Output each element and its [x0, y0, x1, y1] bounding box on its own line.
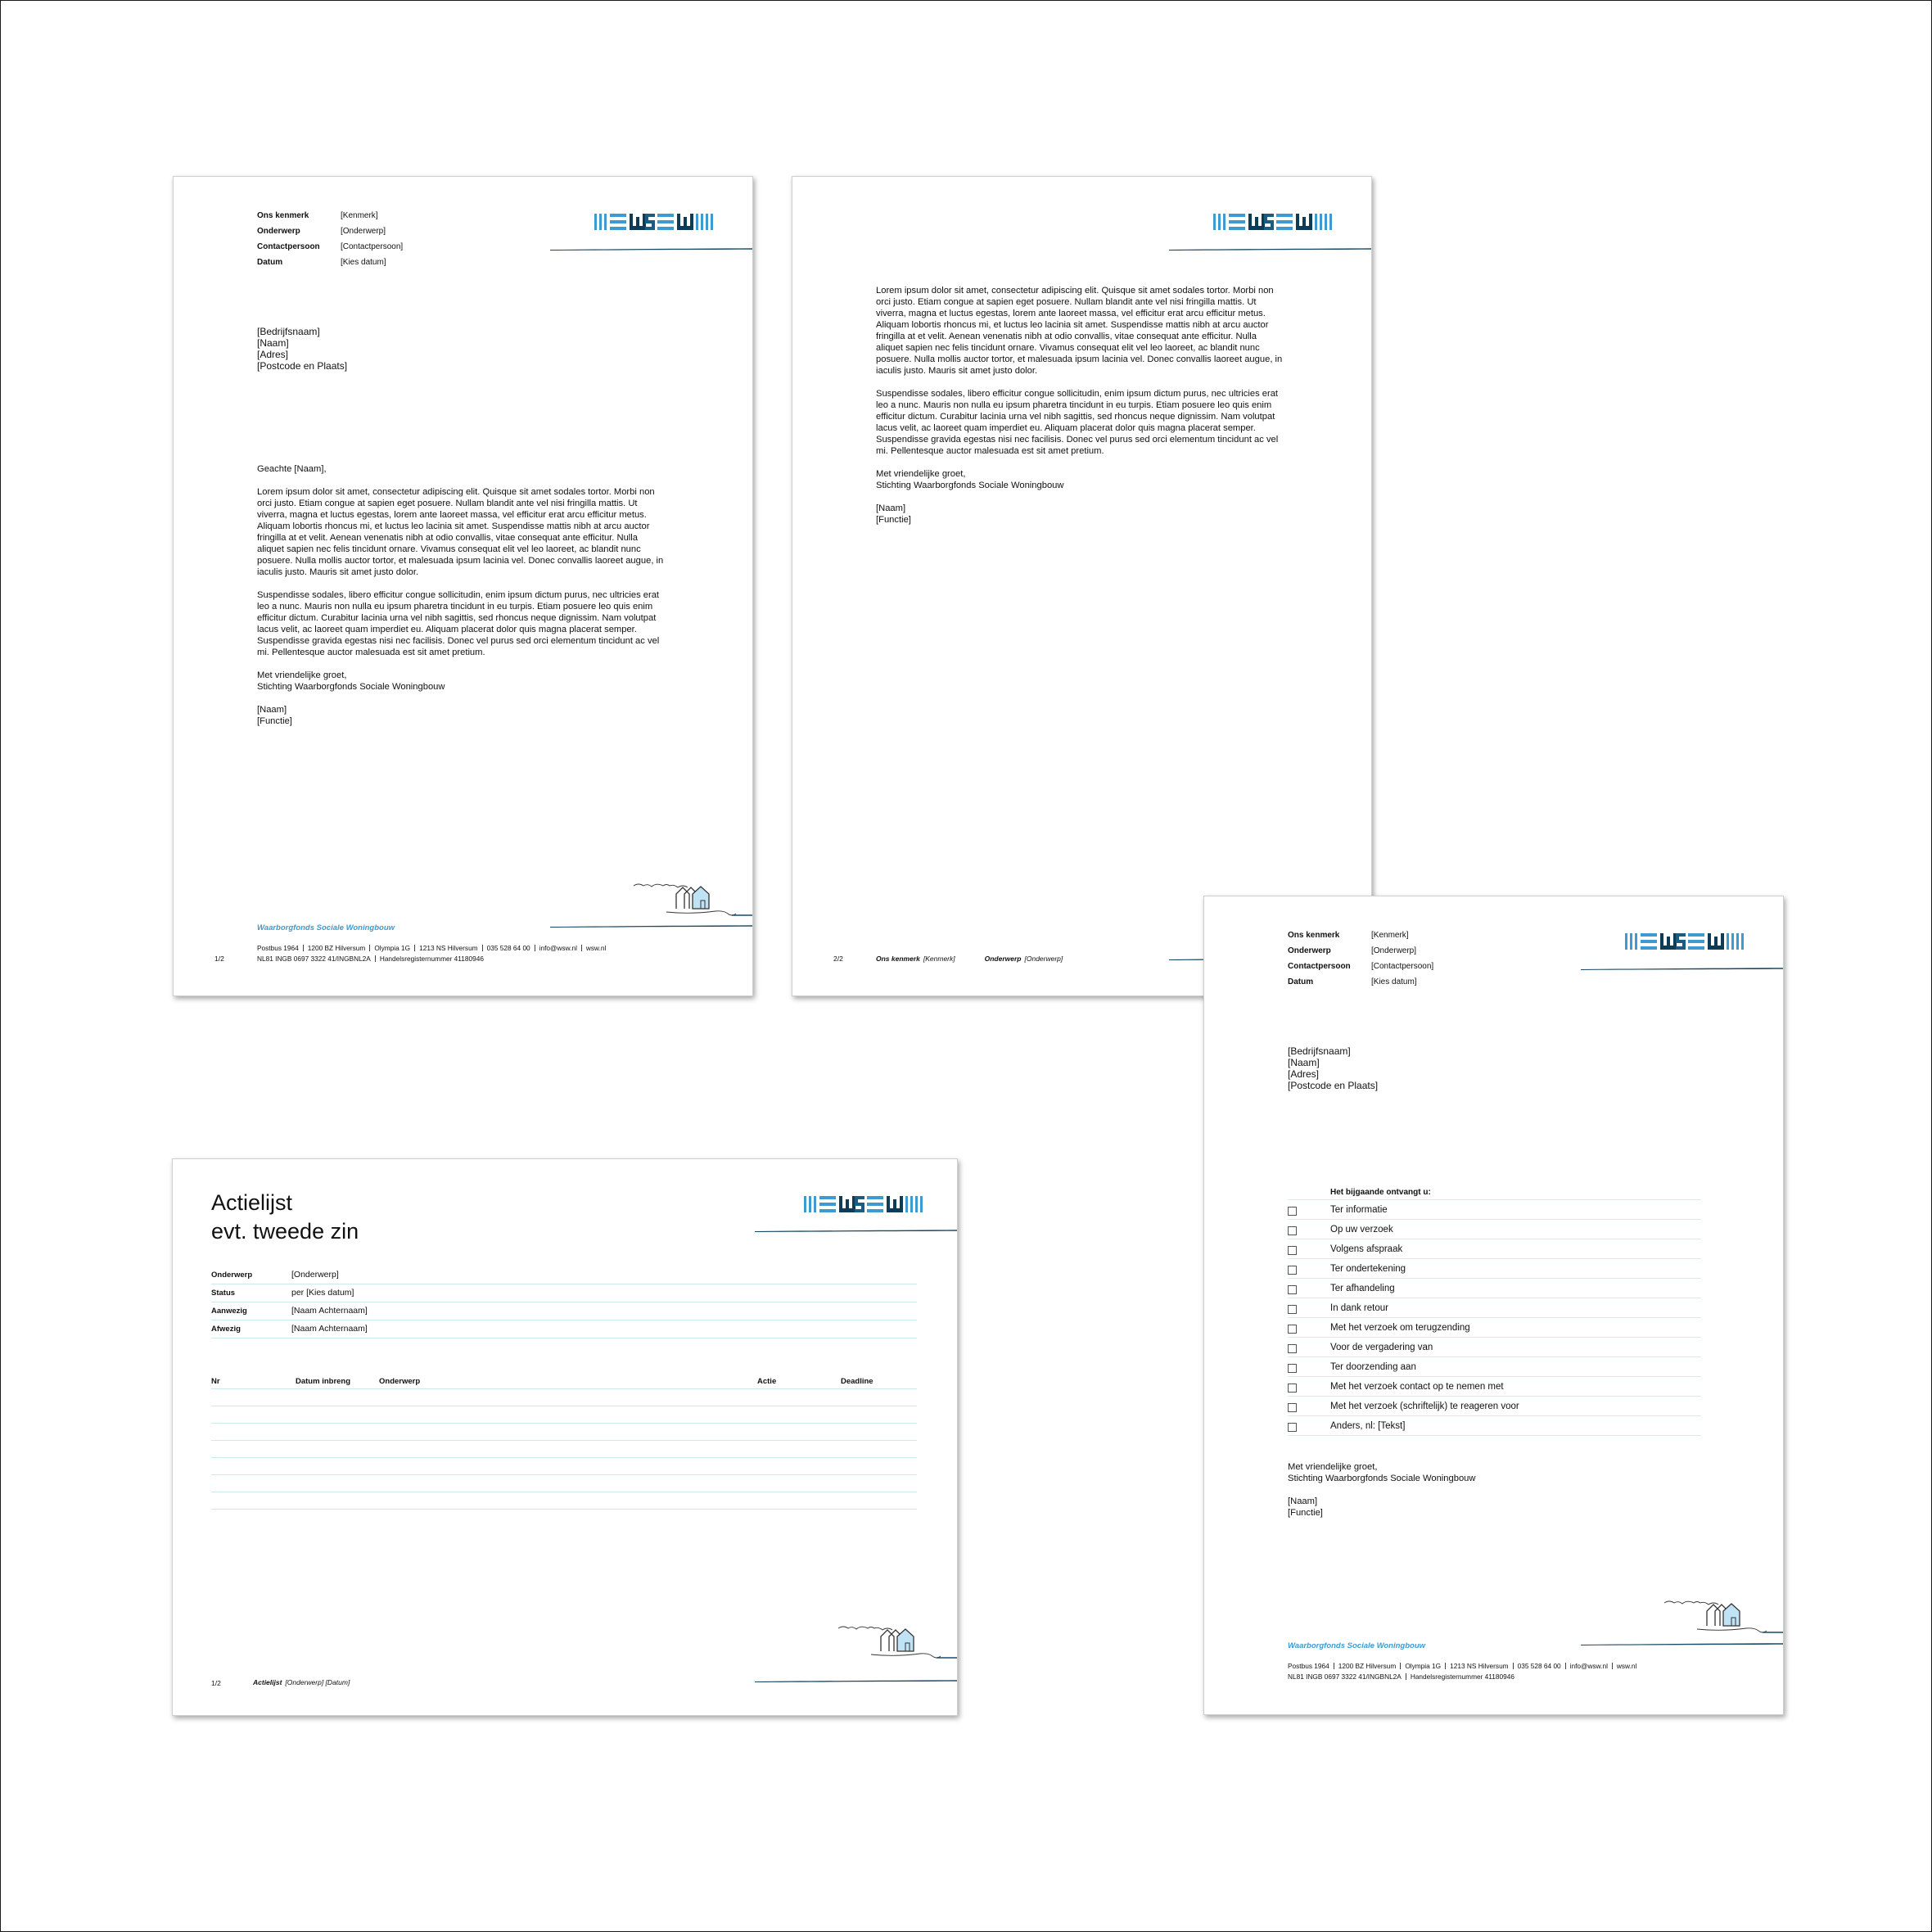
page-number: 1/2	[211, 1679, 221, 1687]
checklist-intro: Het bijgaande ontvangt u:	[1330, 1188, 1431, 1197]
salutation: Geachte [Naam],	[257, 464, 327, 474]
checkbox[interactable]	[1288, 1266, 1297, 1275]
checklist-item	[1288, 1279, 1701, 1298]
wsw-logo	[1625, 933, 1746, 950]
meta-value[interactable]: [Kenmerk]	[1371, 931, 1409, 940]
meta-key: Contactpersoon	[1288, 962, 1351, 971]
table-body[interactable]	[211, 1389, 917, 1510]
meta-row	[257, 258, 403, 273]
header-rule	[755, 1228, 957, 1233]
action-table	[211, 1377, 917, 1510]
checklist-label: Met het verzoek om terugzending	[1330, 1323, 1470, 1333]
signer: [Naam] [Functie]	[1288, 1496, 1323, 1518]
checklist-item	[1288, 1220, 1701, 1239]
footer-rule	[755, 1678, 957, 1683]
meta-key: Datum	[257, 258, 283, 267]
checkbox[interactable]	[1288, 1305, 1297, 1314]
footer-rule	[550, 923, 752, 928]
footer-bank: NL81 INGB 0697 3322 41/INGBNL2A Handelsregisternummer 41180946	[257, 955, 484, 963]
col-datum-inbreng: Datum inbreng	[296, 1377, 351, 1386]
checklist-letter-page	[1203, 896, 1784, 1715]
info-row: Aanwezig [Naam Achternaam]	[211, 1302, 917, 1320]
paragraph: Suspendisse sodales, libero efficitur congue sollicitudin, enim ipsum dictum purus, nec ultricies erat leo a nunc. Mauris non nulla eu ipsum pharetra tincidunt in eu turpis. Etiam posuere leo quis enim efficitur dictum. Curabitur lacinia urna vel nibh sagittis, sed rhoncus neque dignissim. Nam volutpat lacus velit, ac laoreet quam imperdiet eu. Aliquam placerat dolor quis magna placerat semper. Suspendisse gravida egestas nisi nec facilisis. Donec vel purus sed orci elementum tincidunt ac vel mi. Pellentesque auctor malesuada est sit amet pretium.	[257, 590, 660, 657]
checkbox[interactable]	[1288, 1403, 1297, 1412]
website-link[interactable]: wsw.nl	[585, 944, 607, 952]
footer-rule	[1581, 1641, 1783, 1646]
running-footer: Actielijst [Onderwerp] [Datum]	[253, 1678, 350, 1686]
houses-illustration	[1664, 1596, 1783, 1637]
letter-body[interactable]	[876, 285, 1285, 537]
paragraph: Suspendisse sodales, libero efficitur congue sollicitudin, enim ipsum dictum purus, nec ultricies erat leo a nunc. Mauris non nulla eu ipsum pharetra tincidunt in eu turpis. Etiam posuere leo quis enim efficitur dictum. Curabitur lacinia urna vel nibh sagittis, sed rhoncus neque dignissim. Nam volutpat lacus velit, ac laoreet quam imperdiet eu. Aliquam placerat dolor quis magna placerat semper. Suspendisse gravida egestas nisi nec facilisis. Donec vel purus sed orci elementum tincidunt ac vel mi. Pellentesque auctor malesuada est sit amet pretium.	[876, 389, 1279, 456]
col-nr: Nr	[211, 1377, 220, 1386]
info-value[interactable]: [Naam Achternaam]	[291, 1306, 368, 1316]
checkbox[interactable]	[1288, 1246, 1297, 1255]
checklist-item	[1288, 1338, 1701, 1357]
closing: Met vriendelijke groet, Stichting Waarborgfonds Sociale Woningbouw	[876, 469, 1064, 490]
address-line: [Bedrijfsnaam]	[257, 326, 320, 337]
table-row[interactable]	[211, 1406, 917, 1424]
email-link[interactable]: info@wsw.nl	[539, 944, 577, 952]
closing: Met vriendelijke groet, Stichting Waarborgfonds Sociale Woningbouw	[1288, 1462, 1476, 1483]
houses-illustration	[838, 1622, 957, 1663]
checklist-item	[1288, 1259, 1701, 1279]
checkbox[interactable]	[1288, 1207, 1297, 1216]
checkbox[interactable]	[1288, 1226, 1297, 1235]
checkbox[interactable]	[1288, 1364, 1297, 1373]
recipient-address[interactable]	[1288, 1045, 1378, 1091]
letter-body[interactable]	[257, 463, 666, 738]
footer-bank: NL81 INGB 0697 3322 41/INGBNL2A Handelsregisternummer 41180946	[1288, 1672, 1514, 1681]
meta-row	[257, 242, 403, 258]
meta-row	[1288, 931, 1433, 946]
wsw-logo	[1213, 214, 1334, 230]
address-line: [Naam]	[257, 337, 289, 349]
info-value[interactable]: [Naam Achternaam]	[291, 1324, 368, 1334]
checklist	[1288, 1199, 1701, 1436]
info-value[interactable]: per [Kies datum]	[291, 1288, 354, 1298]
email-link[interactable]: info@wsw.nl	[1569, 1662, 1608, 1670]
meta-row	[1288, 977, 1433, 993]
closing: Met vriendelijke groet, Stichting Waarborgfonds Sociale Woningbouw	[257, 670, 445, 692]
document-title[interactable]: Actielijst evt. tweede zin	[211, 1190, 359, 1244]
letter-page-1	[173, 176, 753, 996]
col-onderwerp: Onderwerp	[379, 1377, 421, 1386]
org-name: Waarborgfonds Sociale Woningbouw	[257, 923, 395, 932]
address-line: [Adres]	[257, 349, 289, 360]
wsw-logo	[804, 1196, 925, 1212]
address-line: [Postcode en Plaats]	[1288, 1080, 1379, 1091]
meta-key: Ons kenmerk	[1288, 931, 1340, 940]
checklist-item	[1288, 1357, 1701, 1377]
checklist-label: Met het verzoek contact op te nemen met	[1330, 1382, 1504, 1392]
table-row[interactable]	[211, 1441, 917, 1458]
meta-row	[1288, 946, 1433, 962]
table-row[interactable]	[211, 1424, 917, 1441]
table-row[interactable]	[211, 1389, 917, 1406]
table-header	[211, 1377, 917, 1389]
checklist-item	[1288, 1239, 1701, 1259]
address-line: [Naam]	[1288, 1057, 1320, 1068]
meta-key: Onderwerp	[257, 227, 300, 236]
table-row[interactable]	[211, 1458, 917, 1475]
meta-value[interactable]: [Contactpersoon]	[1371, 962, 1434, 971]
signer: [Naam] [Functie]	[257, 705, 292, 726]
meta-value[interactable]: [Onderwerp]	[341, 227, 386, 236]
checklist-item	[1288, 1318, 1701, 1338]
checklist-label: Ter ondertekening	[1330, 1264, 1406, 1274]
checklist-item	[1288, 1397, 1701, 1416]
meta-row	[1288, 962, 1433, 977]
checklist-label: Met het verzoek (schriftelijk) te reageren voor	[1330, 1402, 1519, 1411]
reference-table	[257, 211, 403, 273]
checklist-label: Volgens afspraak	[1330, 1244, 1403, 1254]
checklist-label: In dank retour	[1330, 1303, 1388, 1313]
recipient-address[interactable]	[257, 326, 347, 372]
checklist-label: Ter informatie	[1330, 1205, 1388, 1215]
paragraph: Lorem ipsum dolor sit amet, consectetur adipiscing elit. Quisque sit amet sodales tortor. Morbi non orci justo. Etiam congue at sapien eget posuere. Nullam blandit ante vel nisi fringilla mattis. Ut viverra, magna et luctus egestas, lorem ante laoreet massa, vel efficitur erat arcu efficitur metus. Aliquam lobortis rhoncus mi, et luctus leo lacinia sit amet. Suspendisse mattis nibh at arcu auctor fringilla at et velit. Aenean venenatis nibh at odio convallis, vitae consequat ante efficitur. Nulla aliquet sapien nec felis tincidunt ornare. Vivamus consequat elit vel leo laoreet, ac blandit nunc posuere. Nulla mollis auctor tortor, et malesuada ipsum lacinia vel. Donec convallis laoreet augue, in iaculis justo. Mauris sit amet justo dolor.	[876, 286, 1283, 376]
meta-row	[257, 227, 403, 242]
checklist-item	[1288, 1416, 1701, 1436]
col-deadline: Deadline	[841, 1377, 873, 1386]
houses-illustration	[634, 879, 752, 920]
address-line: [Adres]	[1288, 1068, 1320, 1080]
col-actie: Actie	[757, 1377, 777, 1386]
meta-value[interactable]: [Kies datum]	[1371, 977, 1417, 986]
footer-contact: Postbus 1964 1200 BZ Hilversum Olympia 1G 1213 NS Hilversum 035 528 64 00 info@wsw.nl wsw.nl	[257, 944, 607, 952]
meta-value[interactable]: [Kenmerk]	[341, 211, 378, 220]
table-row[interactable]	[211, 1492, 917, 1510]
checklist-item	[1288, 1298, 1701, 1318]
header-rule	[550, 246, 752, 251]
page-number: 1/2	[214, 955, 224, 963]
running-footer: Ons kenmerk [Kenmerk] Onderwerp [Onderwerp]	[876, 955, 1063, 963]
meeting-info	[211, 1266, 917, 1338]
checklist-label: Op uw verzoek	[1330, 1225, 1393, 1235]
address-line: [Bedrijfsnaam]	[1288, 1045, 1351, 1057]
checkbox[interactable]	[1288, 1325, 1297, 1334]
table-row[interactable]	[211, 1475, 917, 1492]
checkbox[interactable]	[1288, 1285, 1297, 1294]
page-number: 2/2	[833, 955, 843, 963]
info-value[interactable]: [Onderwerp]	[291, 1270, 339, 1280]
address-line: [Postcode en Plaats]	[257, 360, 348, 372]
org-name: Waarborgfonds Sociale Woningbouw	[1288, 1641, 1426, 1650]
meta-key: Contactpersoon	[257, 242, 320, 251]
info-row: Afwezig [Naam Achternaam]	[211, 1320, 917, 1338]
header-rule	[1169, 246, 1371, 251]
meta-row	[257, 211, 403, 227]
website-link[interactable]: wsw.nl	[1616, 1662, 1637, 1670]
meta-key: Datum	[1288, 977, 1314, 986]
meta-value[interactable]: [Kies datum]	[341, 258, 386, 267]
letter-closing[interactable]	[1288, 1461, 1697, 1530]
checklist-label: Voor de vergadering van	[1330, 1343, 1433, 1352]
signer: [Naam] [Functie]	[876, 503, 911, 525]
checklist-label: Ter doorzending aan	[1330, 1362, 1416, 1372]
paragraph: Lorem ipsum dolor sit amet, consectetur adipiscing elit. Quisque sit amet sodales tortor. Morbi non orci justo. Etiam congue at sapien eget posuere. Nullam blandit ante vel nisi fringilla mattis. Ut viverra, magna et luctus egestas, lorem ante laoreet massa, vel efficitur erat arcu efficitur metus. Aliquam lobortis rhoncus mi, et luctus leo lacinia sit amet. Suspendisse mattis nibh at arcu auctor fringilla at et velit. Aenean venenatis nibh at odio convallis, vitae consequat ante efficitur. Nulla aliquet sapien nec felis tincidunt ornare. Vivamus consequat elit vel leo laoreet, ac blandit nunc posuere. Nulla mollis auctor tortor, et malesuada ipsum lacinia vel. Donec convallis laoreet augue, in iaculis justo. Mauris sit amet justo dolor.	[257, 487, 664, 577]
footer-contact: Postbus 1964 1200 BZ Hilversum Olympia 1G 1213 NS Hilversum 035 528 64 00 info@wsw.nl wsw.nl	[1288, 1662, 1637, 1670]
checklist-label: Anders, nl: [Tekst]	[1330, 1421, 1406, 1431]
meta-key: Onderwerp	[1288, 946, 1331, 955]
wsw-logo	[594, 214, 715, 230]
checkbox[interactable]	[1288, 1344, 1297, 1353]
info-row: Onderwerp [Onderwerp]	[211, 1266, 917, 1284]
letter-page-2	[792, 176, 1372, 996]
checklist-label: Ter afhandeling	[1330, 1284, 1395, 1293]
checklist-item	[1288, 1200, 1701, 1220]
checkbox[interactable]	[1288, 1423, 1297, 1432]
checklist-item	[1288, 1377, 1701, 1397]
info-row: Status per [Kies datum]	[211, 1284, 917, 1302]
reference-table	[1288, 931, 1433, 993]
meta-value[interactable]: [Contactpersoon]	[341, 242, 404, 251]
header-rule	[1581, 966, 1783, 971]
checkbox[interactable]	[1288, 1384, 1297, 1393]
actielijst-page	[172, 1158, 958, 1716]
meta-key: Ons kenmerk	[257, 211, 309, 220]
meta-value[interactable]: [Onderwerp]	[1371, 946, 1417, 955]
